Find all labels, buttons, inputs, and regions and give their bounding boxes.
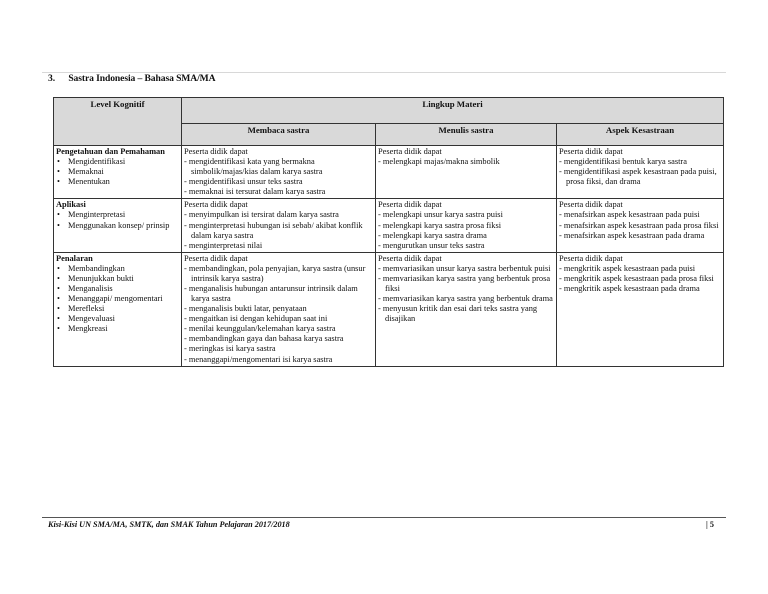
cell-item: - menanggapi/mengomentari isi karya sastra — [184, 354, 333, 364]
cell-item: - mengidentifikasi aspek kesastraan pada puisi, prosa fiksi, dan drama — [559, 167, 717, 187]
footer-text: Kisi-Kisi UN SMA/MA, SMTK, dan SMAK Tahun Pelajaran 2017/2018 — [48, 520, 290, 529]
section-number: 3. — [48, 73, 55, 84]
cell-item: - melengkapi karya sastra prosa fiksi — [378, 220, 502, 230]
cell-item: - melengkapi unsur karya sastra puisi — [378, 210, 503, 220]
level-item: • Memaknai — [56, 167, 179, 177]
scope-cell — [557, 146, 724, 199]
cell-intro: Peserta didik dapat — [184, 200, 248, 210]
table-row — [54, 146, 724, 199]
cell-intro: Peserta didik dapat — [559, 200, 623, 210]
scope-cell — [182, 252, 376, 366]
scope-cell — [376, 146, 557, 199]
level-item: • Mengkreasi — [56, 324, 179, 334]
cell-item: - menilai keunggulan/kelemahan karya sastra — [184, 324, 336, 334]
cell-item: - melengkapi karya sastra drama — [378, 230, 487, 240]
col-header-aspek: Aspek Kesastraan — [557, 124, 724, 146]
cell-item: - mengurutkan unsur teks sastra — [378, 240, 485, 250]
cell-item: - melengkapi majas/makna simbolik — [378, 157, 500, 167]
cell-intro: Peserta didik dapat — [184, 147, 248, 156]
level-cell — [54, 199, 182, 252]
cell-item: - menyimpulkan isi tersirat dalam karya sastra — [184, 210, 339, 220]
cell-item: - menafsirkan aspek kesastraan pada drama — [559, 230, 705, 240]
cell-item: - mengidentifikasi kata yang bermakna simbolik/majas/kias dalam karya sastra — [184, 157, 323, 177]
level-item: • Menggunakan konsep/ prinsip — [56, 221, 179, 231]
footer-rule — [42, 517, 726, 518]
level-item: • Membandingkan — [56, 264, 179, 274]
level-item: • Menganalisis — [56, 284, 179, 294]
cell-item: - membandingkan, pola penyajian, karya sastra (unsur intrinsik karya sastra) — [184, 263, 366, 283]
section-title — [48, 73, 215, 84]
scope-cell — [376, 199, 557, 252]
scope-header: Lingkup Materi — [182, 98, 724, 124]
level-item: • Merefleksi — [56, 304, 179, 314]
level-item: • Menanggapi/ mengomentari — [56, 294, 179, 304]
cell-item: - menyusun kritik dan esai dari teks sastra yang disajikan — [378, 304, 538, 324]
section-heading: Sastra Indonesia – Bahasa SMA/MA — [68, 73, 216, 84]
scope-cell — [557, 199, 724, 252]
col-header-membaca: Membaca sastra — [182, 124, 376, 146]
page-number: | 5 — [706, 520, 714, 529]
col-header-menulis: Menulis sastra — [376, 124, 557, 146]
table-row — [54, 199, 724, 252]
cell-intro: Peserta didik dapat — [184, 253, 248, 263]
table-body — [54, 146, 724, 367]
level-item: • Menginterpretasi — [56, 210, 179, 220]
cell-item: - memvariasikan karya sastra yang berbentuk prosa fiksi — [378, 273, 551, 294]
level-item: • Mengidentifikasi — [56, 157, 179, 167]
scope-cell — [557, 252, 724, 366]
cell-item: - memaknai isi tersurat dalam karya sastra — [184, 187, 326, 197]
cell-item: - mengaitkan isi dengan kehidupan saat ini — [184, 314, 328, 324]
cell-intro: Peserta didik dapat — [378, 147, 442, 156]
cell-item: - menafsirkan aspek kesastraan pada puisi — [559, 210, 700, 220]
cell-intro: Peserta didik dapat — [559, 253, 623, 263]
competency-table — [53, 97, 724, 367]
cell-item: - menafsirkan aspek kesastraan pada prosa fiksi — [559, 220, 719, 230]
cell-item: - menginterpretasi hubungan isi sebab/ akibat konflik dalam karya sastra — [184, 220, 363, 240]
cell-item: - menganalisis bukti latar, penyataan — [184, 304, 307, 314]
level-header: Level Kognitif — [54, 98, 182, 146]
cell-item: - menganalisis hubungan antarunsur intrinsik dalam karya sastra — [184, 284, 358, 304]
level-title: Penalaran — [56, 253, 93, 263]
table-row — [54, 252, 724, 366]
cell-intro: Peserta didik dapat — [378, 253, 442, 263]
level-title: Pengetahuan dan Pemahaman — [56, 147, 165, 156]
scope-cell — [376, 252, 557, 366]
level-title: Aplikasi — [56, 200, 86, 210]
cell-item: - mengidentifikasi unsur teks sastra — [184, 177, 303, 187]
scope-cell — [182, 199, 376, 252]
cell-item: - menginterpretasi nilai — [184, 240, 263, 250]
level-cell — [54, 252, 182, 366]
cell-item: - memvariasikan unsur karya sastra berbentuk puisi — [378, 263, 551, 273]
cell-item: - mengidentifikasi bentuk karya sastra — [559, 157, 687, 167]
cell-item: - memvariasikan karya sastra yang berbentuk drama — [378, 294, 553, 304]
cell-intro: Peserta didik dapat — [559, 147, 623, 156]
level-item: • Menentukan — [56, 177, 179, 187]
level-item: • Mengevaluasi — [56, 314, 179, 324]
cell-item: - membandingkan gaya dan bahasa karya sastra — [184, 334, 344, 344]
scope-cell — [182, 146, 376, 199]
cell-item: - mengkritik aspek kesastraan pada puisi — [559, 263, 696, 273]
cell-intro: Peserta didik dapat — [378, 200, 442, 210]
cell-item: - mengkritik aspek kesastraan pada drama — [559, 284, 700, 294]
level-cell — [54, 146, 182, 199]
level-item: • Menunjukkan bukti — [56, 274, 179, 284]
cell-item: - meringkas isi karya sastra — [184, 344, 276, 354]
cell-item: - mengkritik aspek kesastraan pada prosa fiksi — [559, 273, 714, 283]
